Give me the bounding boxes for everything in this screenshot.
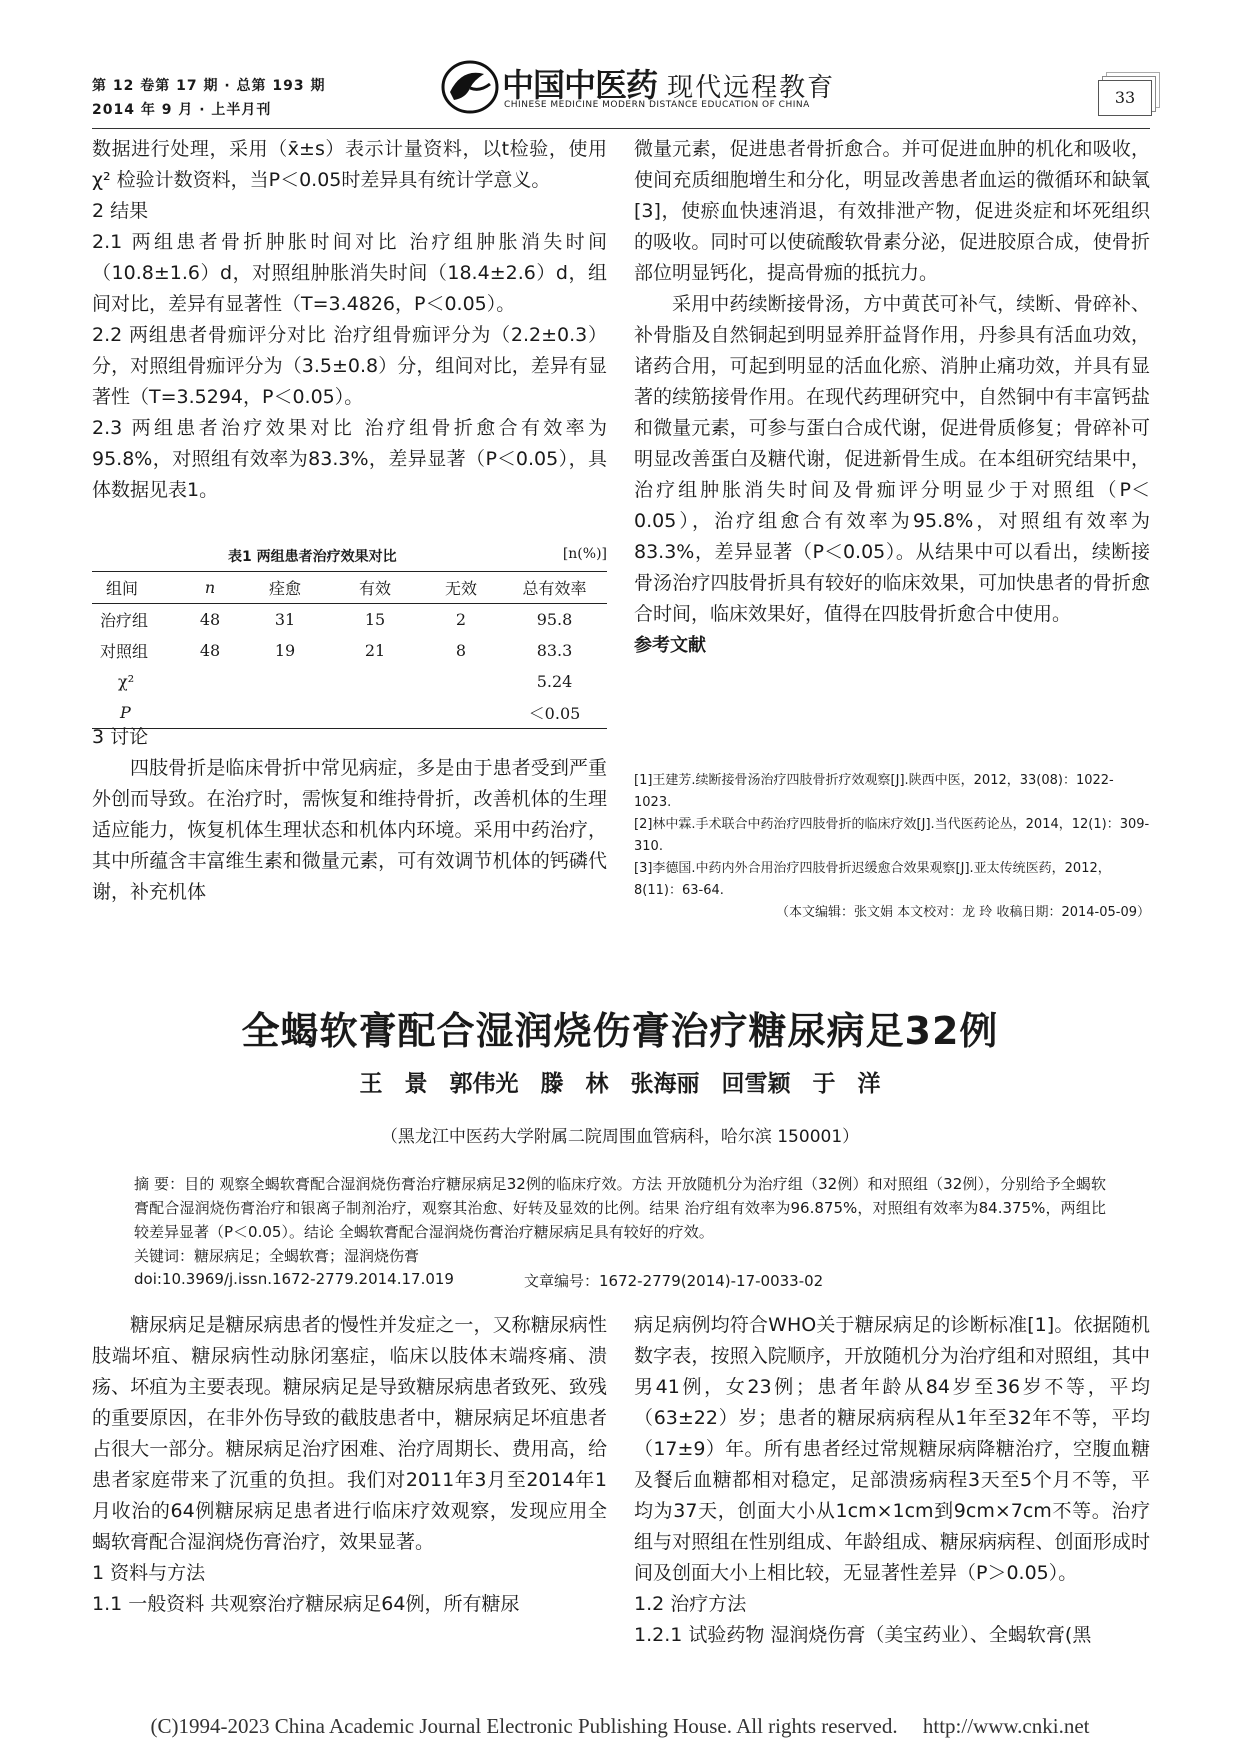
editor-line: （本文编辑：张文娟 本文校对：龙 玲 收稿日期：2014-05-09） bbox=[776, 905, 1150, 920]
table-cell: P bbox=[92, 697, 180, 729]
crane-logo-icon bbox=[440, 58, 500, 116]
intro-paragraph: 糖尿病足是糖尿病患者的慢性并发症之一，又称糖尿病性肢端坏疽、糖尿病性动脉闭塞症，临床以肢体末端疼痛、溃疡、坏疽为主要表现。糖尿病足是导致糖尿病患者致死、致残的重要原因，在非外伤导致的截肢患者中，糖尿病足坏疽患者占很大一部分。糖尿病足治疗困难、治疗周期长、费用高，给患者家庭带来了沉重的负担。我们对2011年3月至2014年1月收治的64例糖尿病足患者进行临床疗效观察，发现应用全蝎软膏配合湿润烧伤膏治疗，效果显著。 bbox=[92, 1314, 607, 1553]
issue-info bbox=[92, 74, 326, 122]
reference-item: [3]李德国.中药内外合用治疗四肢骨折迟缓愈合效果观察[J].亚太传统医药，2012，8(11)：63-64. bbox=[634, 861, 1111, 898]
table-cell: 83.3 bbox=[536, 641, 573, 660]
table-row bbox=[92, 666, 607, 697]
th-n: n bbox=[180, 572, 240, 604]
table-cell: 8 bbox=[455, 641, 467, 660]
table-cell: 48 bbox=[199, 610, 221, 629]
logo-sub-cn: 现代远程教育 bbox=[667, 73, 836, 103]
article-title: 全蝎软膏配合湿润烧伤膏治疗糖尿病足32例 bbox=[241, 1009, 999, 1053]
table-cell: 95.8 bbox=[536, 610, 573, 629]
issue-line-2: 2014 年 9 月 · 上半月刊 bbox=[92, 102, 272, 118]
result-2-3: 2.3 两组患者治疗效果对比 治疗组骨折愈合有效率为95.8%，对照组有效率为83.3%，差异显著（P＜0.05），具体数据见表1。 bbox=[92, 417, 607, 501]
cnki-link[interactable]: http://www.cnki.net bbox=[922, 1714, 1090, 1738]
table-cell: 21 bbox=[364, 641, 386, 660]
th-ineffective: 无效 bbox=[420, 572, 502, 604]
journal-logo bbox=[440, 58, 836, 116]
reference-item: [1]王建芳.续断接骨汤治疗四肢骨折疗效观察[J].陕西中医，2012，33(08)：1022-1023. bbox=[634, 773, 1114, 810]
table-cell: 治疗组 bbox=[100, 611, 149, 630]
table-cell bbox=[420, 666, 502, 697]
left-column-bottom bbox=[92, 1310, 607, 1620]
materials-heading: 1 资料与方法 bbox=[92, 1562, 206, 1584]
table-cell: 对照组 bbox=[100, 642, 149, 661]
table-caption: 表1 两组患者治疗效果对比 bbox=[228, 549, 397, 565]
right-column-top bbox=[634, 134, 1150, 661]
table-cell: 15 bbox=[364, 610, 386, 629]
result-2-2: 2.2 两组患者骨痂评分对比 治疗组骨痂评分为（2.2±0.3）分，对照组骨痂评分为（3.5±0.8）分，组间对比，差异有显著性（T=3.5294，P＜0.05）。 bbox=[92, 324, 607, 408]
abstract-text: 摘 要：目的 观察全蝎软膏配合湿润烧伤膏治疗糖尿病足32例的临床疗效。方法 开放随机分为治疗组（32例）和对照组（32例），分别给予全蝎软膏配合湿润烧伤膏治疗和银离子制剂治疗，观察其治愈、好转及显效的比例。结果 治疗组有效率为96.875%，对照组有效率为84.375%，两组比较差异显著（P＜0.05）。结论 全蝎软膏配合湿润烧伤膏治疗糖尿病足具有较好的疗效。 bbox=[134, 1175, 1106, 1241]
article-number: 文章编号：1672-2779(2014)-17-0033-02 bbox=[524, 1272, 824, 1290]
table-cell: 48 bbox=[199, 641, 221, 660]
general-data-paragraph: 1.1 一般资料 共观察治疗糖尿病足64例，所有糖尿 bbox=[92, 1593, 520, 1615]
discussion-paragraph-2: 采用中药续断接骨汤，方中黄芪可补气，续断、骨碎补、补骨脂及自然铜起到明显养肝益肾作用，丹参具有活血功效，诸药合用，可起到明显的活血化瘀、消肿止痛功效，并具有显著的续筋接骨作用。在现代药理研究中，自然铜中有丰富钙盐和微量元素，可参与蛋白合成代谢，促进骨质修复；骨碎补可明显改善蛋白及糖代谢，促进新骨生成。在本组研究结果中，治疗组肿胀消失时间及骨痂评分明显少于对照组（P＜0.05），治疗组愈合有效率为95.8%，对照组有效率为83.3%，差异显著（P＜0.05）。从结果中可以看出，续断接骨汤治疗四肢骨折具有较好的临床效果，可加快患者的骨折愈合时间，临床效果好，值得在四肢骨折愈合中使用。 bbox=[634, 293, 1150, 625]
table-cell bbox=[330, 666, 420, 697]
logo-sub-en: CHINESE MEDICINE MODERN DISTANCE EDUCATION OF CHINA bbox=[504, 100, 810, 110]
general-data-continued: 病足病例均符合WHO关于糖尿病足的诊断标准[1]。依据随机数字表，按照入院顺序，开放随机分为治疗组和对照组，其中男41例，女23例；患者年龄从84岁至36岁不等，平均（63±22）岁；患者的糖尿病病程从1年至32年不等，平均（17±9）年。所有患者经过常规糖尿病降糖治疗，空腹血糖及餐后血糖都相对稳定，足部溃疡病程3天至5个月不等，平均为37天，创面大小从1cm×1cm到9cm×7cm不等。治疗组与对照组在性别组成、年龄组成、糖尿病病程、创面形成时间及创面大小上相比较，无显著性差异（P＞0.05）。 bbox=[634, 1314, 1150, 1584]
table-cell: 5.24 bbox=[536, 672, 573, 691]
treatment-heading: 1.2 治疗方法 bbox=[634, 1593, 747, 1615]
discussion-continued: 微量元素，促进患者骨折愈合。并可促进血肿的机化和吸收，使间充质细胞增生和分化，明显改善患者血运的微循环和缺氧[3]，使瘀血快速消退，有效排泄产物，促进炎症和坏死组织的吸收。同时可以使硫酸软骨素分泌，促进胶原合成，使骨折部位明显钙化，提高骨痂的抵抗力。 bbox=[634, 138, 1150, 284]
doi-text: doi:10.3969/j.issn.1672-2779.2014.17.019 bbox=[134, 1270, 454, 1288]
issue-line-1: 第 12 卷第 17 期 · 总第 193 期 bbox=[92, 78, 326, 94]
copyright-text: (C)1994-2023 China Academic Journal Electronic Publishing House. All rights reserved. bbox=[150, 1714, 898, 1738]
table-cell: 2 bbox=[455, 610, 467, 629]
table-cell bbox=[180, 666, 240, 697]
reference-item: [2]林中霖.手术联合中药治疗四肢骨折的临床疗效[J].当代医药论丛，2014，12(1)：309-310. bbox=[634, 817, 1150, 854]
discussion-paragraph: 四肢骨折是临床骨折中常见病症，多是由于患者受到严重外创而导致。在治疗时，需恢复和维持骨折，改善机体的生理适应能力，恢复机体生理状态和机体内环境。采用中药治疗，其中所蕴含丰富维生素和微量元素，可有效调节机体的钙磷代谢，补充机体 bbox=[92, 757, 607, 903]
header-rule bbox=[92, 128, 1150, 129]
table-row bbox=[92, 635, 607, 666]
th-total-rate: 总有效率 bbox=[502, 572, 607, 604]
th-group: 组间 bbox=[92, 572, 180, 604]
table-header-row bbox=[92, 572, 607, 604]
th-effective: 有效 bbox=[330, 572, 420, 604]
results-table bbox=[92, 571, 607, 729]
references-heading: 参考文献 bbox=[634, 635, 706, 656]
table-cell: ＜0.05 bbox=[502, 697, 607, 729]
th-cured: 痊愈 bbox=[240, 572, 330, 604]
table-cell: χ² bbox=[118, 672, 135, 691]
article-affiliation: （黑龙江中医药大学附属二院周围血管病科，哈尔滨 150001） bbox=[380, 1127, 860, 1147]
table-cell bbox=[240, 666, 330, 697]
table-unit: [n(%)] bbox=[562, 546, 607, 562]
keywords-text: 关键词：糖尿病足；全蝎软膏；湿润烧伤膏 bbox=[134, 1247, 420, 1265]
test-drug-paragraph: 1.2.1 试验药物 湿润烧伤膏（美宝药业）、全蝎软膏(黑 bbox=[634, 1624, 1092, 1646]
methods-tail-paragraph: 数据进行处理，采用（x̄±s）表示计量资料，以t检验，使用χ² 检验计数资料，当P＜0.05时差异具有统计学意义。 bbox=[92, 138, 607, 191]
table-cell: 19 bbox=[274, 641, 296, 660]
article-authors: 王 景 郭伟光 滕 林 张海丽 回雪颖 于 洋 bbox=[359, 1071, 881, 1097]
page-number: 33 bbox=[1098, 80, 1152, 116]
discussion-section bbox=[92, 722, 607, 908]
results-heading: 2 结果 bbox=[92, 200, 149, 222]
references-list bbox=[634, 770, 1150, 924]
left-column-top bbox=[92, 134, 607, 506]
article-abstract-block bbox=[134, 1172, 1106, 1268]
logo-main-text: 中国中医药 bbox=[502, 66, 658, 104]
table-row bbox=[92, 604, 607, 636]
table-cell: 31 bbox=[274, 610, 296, 629]
right-column-bottom bbox=[634, 1310, 1150, 1651]
copyright-footer bbox=[0, 1714, 1240, 1739]
result-2-1: 2.1 两组患者骨折肿胀时间对比 治疗组肿胀消失时间（10.8±1.6）d，对照组肿胀消失时间（18.4±2.6）d，组间对比，差异有显著性（T=3.4826，P＜0.05）。 bbox=[92, 231, 607, 315]
discussion-heading: 3 讨论 bbox=[92, 726, 149, 748]
